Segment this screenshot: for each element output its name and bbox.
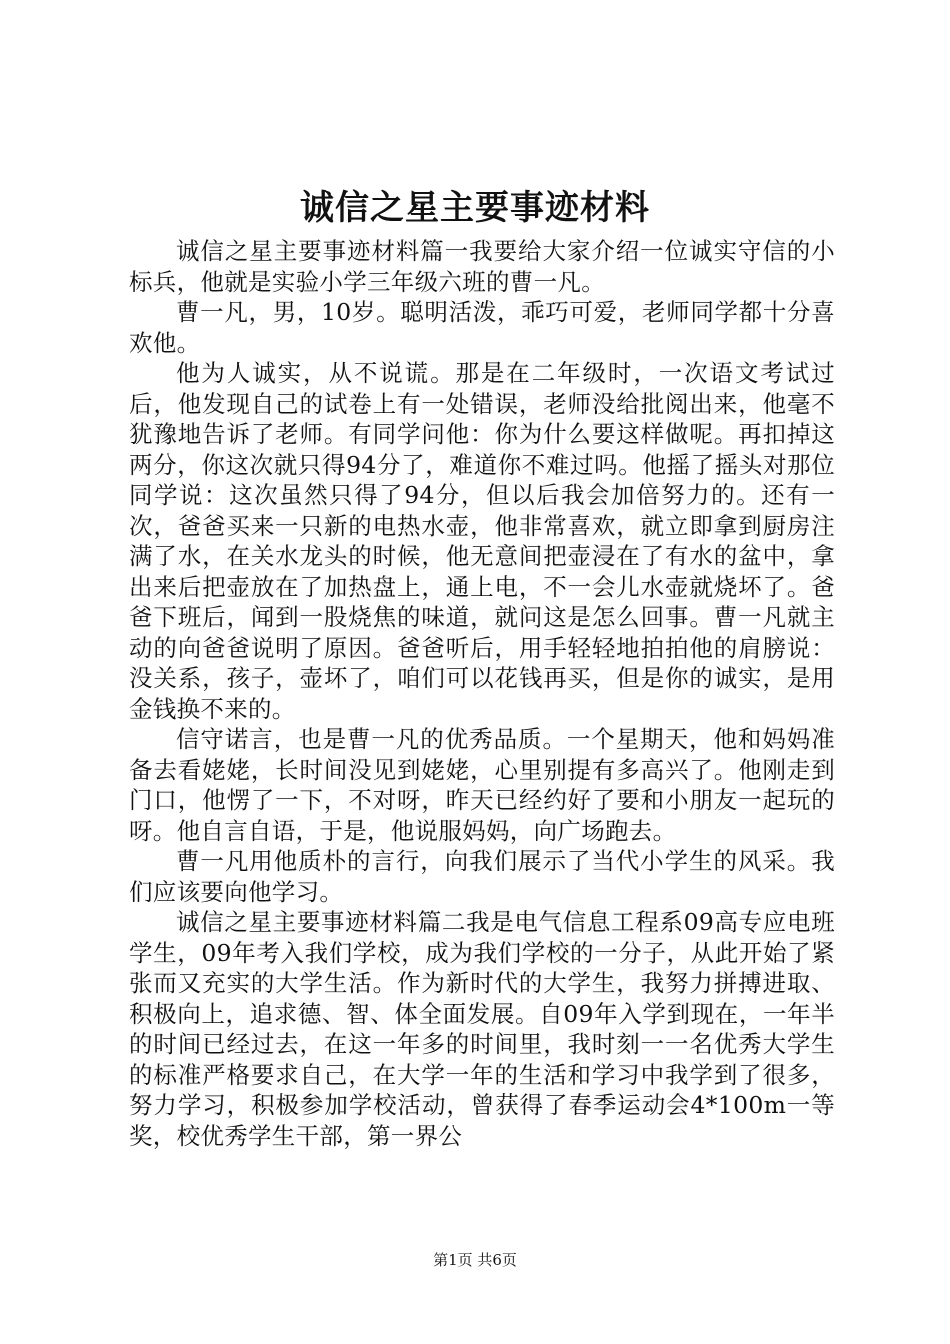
document-title: 诚信之星主要事迹材料: [300, 188, 650, 228]
paragraph: 信守诺言，也是曹一凡的优秀品质。一个星期天，他和妈妈准备去看姥姥，长时间没见到姥姥，心里别提有多高兴了。他刚走到门口，他愣了一下，不对呀，昨天已经约好了要和小朋友一起玩的呀。他自言自语，于是，他说服妈妈，向广场跑去。: [129, 725, 835, 845]
paragraph: 他为人诚实，从不说谎。那是在二年级时，一次语文考试过后，他发现自己的试卷上有一处错误，老师没给批阅出来，他毫不犹豫地告诉了老师。有同学问他：你为什么要这样做呢。再扣掉这两分，你这次就只得94分了，难道你不难过吗。他摇了摇头对那位同学说：这次虽然只得了94分，但以后我会加倍努力的。还有一次，爸爸买来一只新的电热水壶，他非常喜欢，就立即拿到厨房注满了水，在关水龙头的时候，他无意间把壶浸在了有水的盆中，拿出来后把壶放在了加热盘上，通上电，不一会儿水壶就烧坏了。爸爸下班后，闻到一股烧焦的味道，就问这是怎么回事。曹一凡就主动的向爸爸说明了原因。爸爸听后，用手轻轻地拍拍他的肩膀说：没关系，孩子，壶坏了，咱们可以花钱再买，但是你的诚实，是用金钱换不来的。: [129, 359, 835, 723]
paragraph: 诚信之星主要事迹材料篇二我是电气信息工程系09高专应电班学生，09年考入我们学校，成为我们学校的一分子，从此开始了紧张而又充实的大学生活。作为新时代的大学生，我努力拼搏进取、积极向上，追求德、智、体全面发展。自09年入学到现在，一年半的时间已经过去，在这一年多的时间里，我时刻一一名优秀大学生的标准严格要求自己，在大学一年的生活和学习中我学到了很多，努力学习，积极参加学校活动，曾获得了春季运动会4*100m一等奖，校优秀学生干部，第一界公: [129, 908, 835, 1150]
paragraph: 曹一凡，男，10岁。聪明活泼，乖巧可爱，老师同学都十分喜欢他。: [129, 298, 835, 357]
paragraph: 曹一凡用他质朴的言行，向我们展示了当代小学生的风采。我们应该要向他学习。: [129, 847, 835, 906]
paragraph: 诚信之星主要事迹材料篇一我要给大家介绍一位诚实守信的小标兵，他就是实验小学三年级六班的曹一凡。: [129, 237, 835, 296]
document-body: [129, 236, 835, 1151]
page-footer: 第1页 共6页: [433, 1251, 517, 1269]
